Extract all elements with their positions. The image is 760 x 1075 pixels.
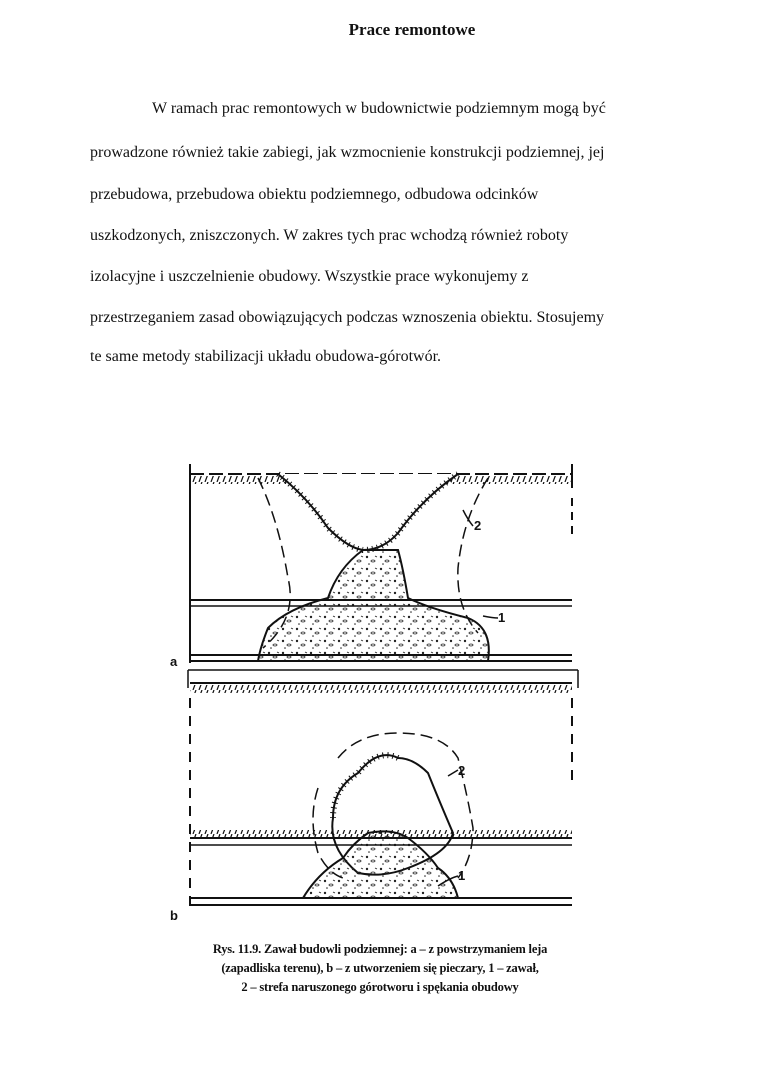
collapse-diagram xyxy=(168,458,588,948)
paragraph-line: przestrzeganiem zasad obowiązujących podczas wznoszenia obiektu. Stosujemy xyxy=(90,309,605,326)
callout-1-b: 1 xyxy=(458,868,466,883)
caption-line: 2 – strefa naruszonego górotworu i spękania obudowy xyxy=(241,980,519,994)
callout-2-b: 2 xyxy=(458,763,466,778)
page-title: Prace remontowe xyxy=(348,20,476,39)
paragraph-line: te same metody stabilizacji układu obudowa-górotwór. xyxy=(90,348,442,365)
collapse-figure xyxy=(168,458,588,948)
paragraph-line: izolacyjne i uszczelnienie obudowy. Wszystkie prace wykonujemy z xyxy=(90,268,529,285)
panel-a-label: a xyxy=(170,654,178,669)
panel-b-label: b xyxy=(170,908,178,923)
caption-line: Rys. 11.9. Zawał budowli podziemnej: a – z powstrzymaniem leja xyxy=(212,942,548,956)
callout-1-a: 1 xyxy=(498,610,506,625)
paragraph-line: W ramach prac remontowych w budownictwie podziemnym mogą być xyxy=(152,100,606,117)
paragraph-line: przebudowa, przebudowa obiektu podziemnego, odbudowa odcinków xyxy=(90,186,539,203)
paragraph-line: uszkodzonych, zniszczonych. W zakres tych prac wchodzą również roboty xyxy=(90,227,569,244)
panel-b-diagram xyxy=(190,683,572,913)
figure-caption xyxy=(140,940,620,997)
paragraph-line: prowadzone również takie zabiegi, jak wzmocnienie konstrukcji podziemnej, jej xyxy=(90,144,605,161)
panel-a-diagram xyxy=(188,464,578,688)
callout-2-a: 2 xyxy=(474,518,482,533)
caption-line: (zapadliska terenu), b – z utworzeniem się pieczary, 1 – zawał, xyxy=(221,961,539,975)
